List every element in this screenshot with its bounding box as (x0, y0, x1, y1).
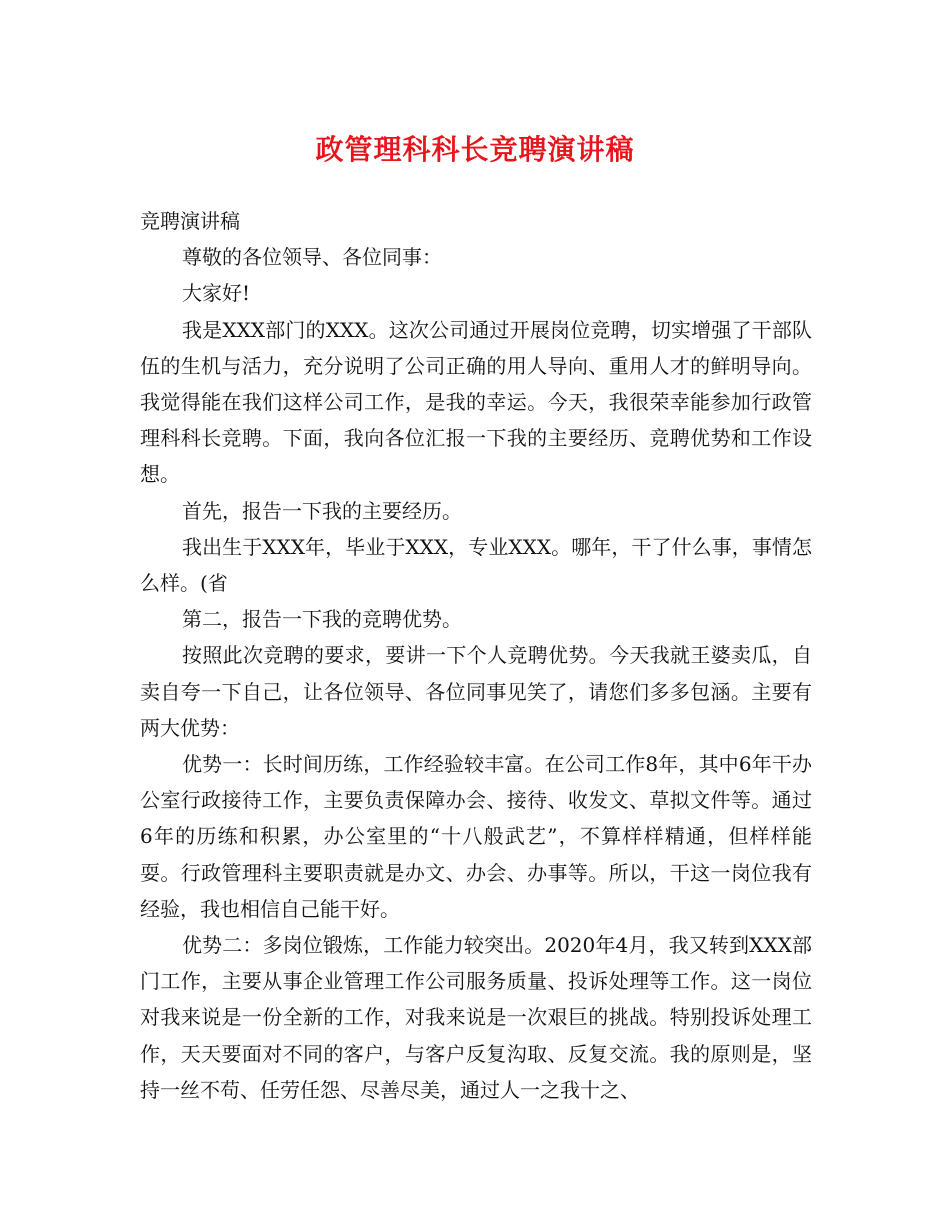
paragraph-advantages-intro: 按照此次竞聘的要求，要讲一下个人竞聘优势。今天我就王婆卖瓜，自卖自夸一下自己，让各位领导、各位同事见笑了，请您们多多包涵。主要有两大优势： (140, 643, 812, 740)
paragraph-advantage-two: 优势二：多岗位锻炼，工作能力较突出。2020年4月，我又转到XXX部门工作，主要从事企业管理工作公司服务质量、投诉处理等工作。这一岗位对我来说是一份全新的工作，对我来说是一次艰巨的挑战。特别投诉处理工作，天天要面对不同的客户，与客户反复沟取、反复交流。我的原则是，坚持一丝不苟、任劳任怨、尽善尽美，通过人一之我十之、 (140, 933, 812, 1102)
paragraph-section-experience: 首先，报告一下我的主要经历。 (182, 498, 462, 523)
paragraph-introduction: 我是XXX部门的XXX。这次公司通过开展岗位竞聘，切实增强了干部队伍的生机与活力，充分说明了公司正确的用人导向、重用人才的鲜明导向。我觉得能在我们这样公司工作，是我的幸运。今天，我很荣幸能参加行政管理科科长竞聘。下面，我向各位汇报一下我的主要经历、竞聘优势和工作设想。 (140, 317, 812, 487)
paragraph-salutation: 尊敬的各位领导、各位同事： (182, 245, 442, 270)
paragraph-greeting: 大家好! (182, 281, 251, 306)
paragraph-experience: 我出生于XXX年，毕业于XXX，专业XXX。哪年，干了什么事，事情怎么样。(省 (140, 534, 812, 596)
paragraph-heading: 竞聘演讲稿 (140, 209, 240, 233)
paragraph-section-advantages: 第二，报告一下我的竞聘优势。 (182, 607, 462, 632)
paragraph-advantage-one: 优势一：长时间历练，工作经验较丰富。在公司工作8年，其中6年干办公室行政接待工作，主要负责保障办会、接待、收发文、草拟文件等。通过6年的历练和积累，办公室里的“十八般武艺”，不算样样精通，但样样能耍。行政管理科主要职责就是办文、办会、办事等。所以，干这一岗位我有经验，我也相信自己能干好。 (140, 752, 812, 921)
document-title: 政管理科科长竞聘演讲稿 (315, 133, 635, 166)
document-body (140, 203, 812, 1108)
